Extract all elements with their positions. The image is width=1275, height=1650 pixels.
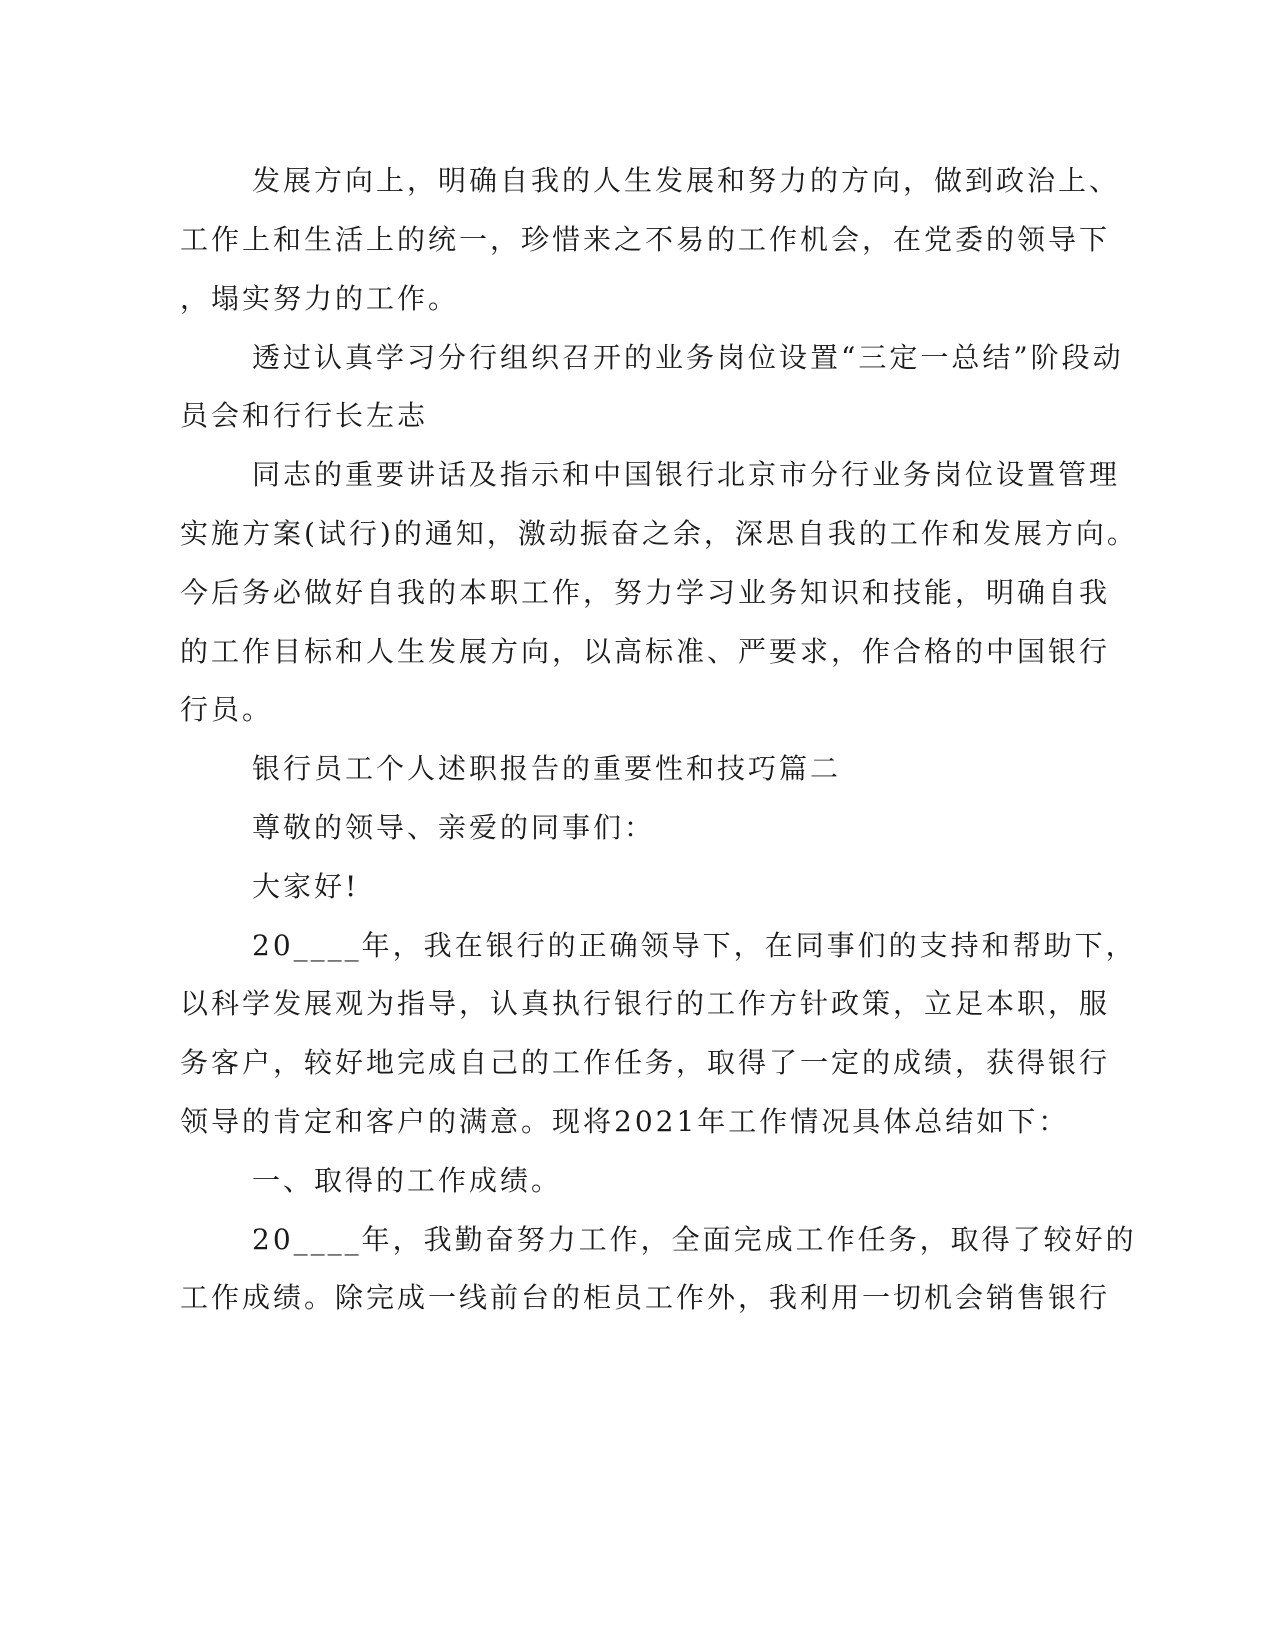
text-line: 领导的肯定和客户的满意。现将2021年工作情况具体总结如下： [180, 1105, 1070, 1138]
text-line: 发展方向上，明确自我的人生发展和努力的方向，做到政治上、 [252, 164, 1121, 197]
greeting: 大家好! [252, 870, 360, 903]
subsection-heading: 一、取得的工作成绩。 [252, 1164, 563, 1197]
text-line: 工作上和生活上的统一，珍惜来之不易的工作机会，在党委的领导下 [180, 223, 1111, 256]
text-line: 实施方案(试行)的通知，激动振奋之余，深思自我的工作和发展方向。 [180, 517, 1138, 550]
section-heading: 银行员工个人述职报告的重要性和技巧篇二 [252, 752, 842, 785]
text-line: 工作成绩。除完成一线前台的柜员工作外，我利用一切机会销售银行 [180, 1281, 1111, 1314]
text-line: 的工作目标和人生发展方向，以高标准、严要求，作合格的中国银行 [180, 635, 1111, 668]
text-line: 员会和行行长左志 [180, 399, 429, 432]
text-line: 同志的重要讲话及指示和中国银行北京市分行业务岗位设置管理 [252, 458, 1121, 491]
text-line: 务客户，较好地完成自己的工作任务，取得了一定的成绩，获得银行 [180, 1046, 1111, 1079]
text-line: ，塌实努力的工作。 [180, 282, 460, 315]
text-line: 以科学发展观为指导，认真执行银行的工作方针政策，立足本职，服 [180, 987, 1111, 1020]
text-line: 20____年，我勤奋努力工作，全面完成工作任务，取得了较好的 [252, 1223, 1137, 1256]
text-line: 今后务必做好自我的本职工作，努力学习业务知识和技能，明确自我 [180, 576, 1111, 609]
text-line: 透过认真学习分行组织召开的业务岗位设置“三定一总结”阶段动 [252, 341, 1124, 374]
text-line: 行员。 [180, 693, 274, 726]
salutation: 尊敬的领导、亲爱的同事们： [252, 811, 656, 844]
text-line: 20____年，我在银行的正确领导下，在同事们的支持和帮助下， [252, 929, 1137, 962]
